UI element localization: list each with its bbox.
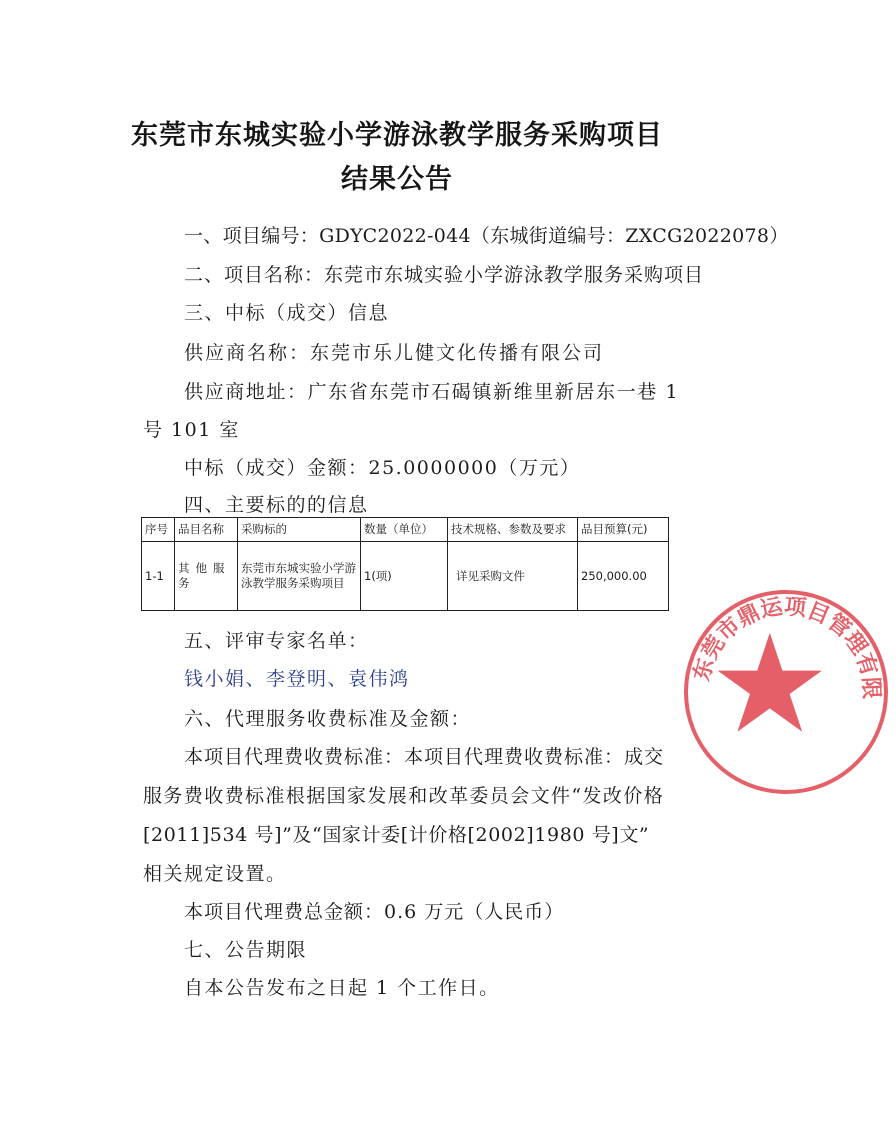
page-title-line2: 结果公告 <box>341 164 453 195</box>
fee-total: 本项目代理费总金额：0.6 万元（人民币） <box>184 901 565 923</box>
table-header-cell: 品目预算(元) <box>578 518 669 542</box>
fee-text-line4: 相关规定设置。 <box>143 863 287 885</box>
table-row <box>142 542 669 611</box>
period-text: 自本公告发布之日起 1 个工作日。 <box>184 977 500 999</box>
table-cell: 其他服务 <box>175 542 238 611</box>
table-cell: 1-1 <box>142 542 175 611</box>
items-table <box>141 517 669 611</box>
fee-heading: 六、代理服务收费标准及金额： <box>184 708 472 730</box>
winning-amount: 中标（成交）金额：25.0000000（万元） <box>184 457 581 479</box>
supplier-name: 供应商名称：东莞市乐儿健文化传播有限公司 <box>184 342 605 364</box>
experts-list: 钱小娟、李登明、袁伟鸿 <box>184 668 410 690</box>
fee-text-line3: [2011]534 号]”及“国家计委[计价格[2002]1980 号]文” <box>143 824 650 846</box>
supplier-address-line2: 号 101 室 <box>143 419 240 441</box>
table-header-cell: 品目名称 <box>175 518 238 542</box>
fee-text-line1: 本项目代理费收费标准：本项目代理费收费标准：成交 <box>184 746 665 768</box>
company-seal <box>676 582 896 802</box>
table-header-row <box>142 518 669 542</box>
project-name: 二、项目名称：东莞市东城实验小学游泳教学服务采购项目 <box>184 264 705 286</box>
table-cell: 东莞市东城实验小学游泳教学服务采购项目 <box>238 542 361 611</box>
table-cell: 详见采购文件 <box>448 542 578 611</box>
table-header-cell: 序号 <box>142 518 175 542</box>
seal-star-icon <box>718 633 822 732</box>
experts-heading: 五、评审专家名单： <box>184 630 369 652</box>
project-number: 一、项目编号：GDYC2022-044（东城街道编号：ZXCG2022078） <box>184 225 789 247</box>
table-header-cell: 采购标的 <box>238 518 361 542</box>
fee-text-line2: 服务费收费标准根据国家发展和改革委员会文件“发改价格 <box>143 785 665 807</box>
page-title-line1: 东莞市东城实验小学游泳教学服务采购项目 <box>131 120 663 151</box>
main-info-heading: 四、主要标的的信息 <box>184 494 369 516</box>
table-cell: 1(项) <box>361 542 448 611</box>
supplier-address-line1: 供应商地址：广东省东莞市石碣镇新维里新居东一巷 1 <box>184 381 680 403</box>
table-cell: 250,000.00 <box>578 542 669 611</box>
period-heading: 七、公告期限 <box>184 939 308 961</box>
table-header-cell: 数量（单位） <box>361 518 448 542</box>
winner-heading: 三、中标（成交）信息 <box>184 302 390 324</box>
seal-text: 东莞市鼎运项目管理有限 <box>689 594 884 700</box>
table-header-cell: 技术规格、参数及要求 <box>448 518 578 542</box>
